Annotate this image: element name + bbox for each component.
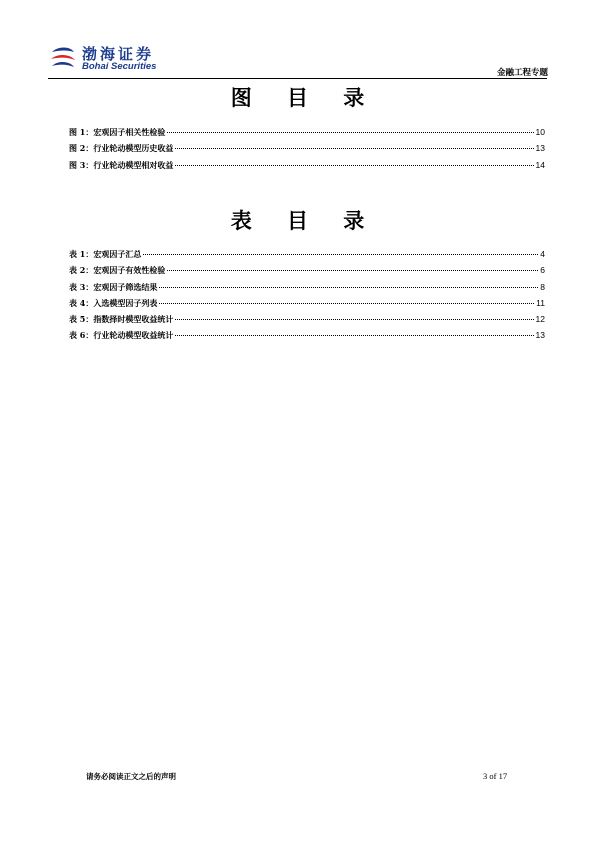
- dot-leader: [175, 319, 533, 320]
- toc-entry-label: 图 2：行业轮动模型历史收益: [69, 143, 174, 154]
- table-index-title: 表 目 录: [230, 208, 379, 233]
- company-logo: [48, 42, 178, 74]
- table-index-list: [69, 248, 545, 346]
- page-number: 3 of 17: [483, 771, 508, 781]
- toc-entry-page: 11: [536, 297, 545, 308]
- toc-entry-table-1[interactable]: [69, 248, 545, 264]
- dot-leader: [175, 335, 533, 336]
- toc-entry-label: 表 6：行业轮动模型收益统计: [69, 330, 174, 341]
- toc-entry-page: 6: [540, 265, 545, 276]
- dot-leader: [175, 148, 533, 149]
- dot-leader: [167, 270, 538, 271]
- logo-english-name: Bohai Securities: [82, 61, 157, 72]
- dot-leader: [167, 132, 533, 133]
- dot-leader: [175, 165, 533, 166]
- report-category: 金融工程专题: [496, 68, 548, 78]
- toc-entry-label: 表 2：宏观因子有效性检验: [69, 265, 166, 276]
- toc-entry-table-2[interactable]: [69, 264, 545, 280]
- header-divider: [48, 78, 547, 79]
- toc-entry-page: 13: [535, 143, 545, 154]
- page-header: [48, 42, 548, 82]
- toc-entry-label: 表 3：宏观因子筛选结果: [69, 281, 158, 292]
- logo-chinese-name: 渤海证券: [82, 45, 155, 63]
- dot-leader: [159, 303, 534, 304]
- toc-entry-page: 10: [535, 127, 545, 137]
- toc-entry-table-4[interactable]: [69, 297, 545, 313]
- dot-leader: [159, 287, 538, 288]
- toc-entry-label: 表 5：指数择时模型收益统计: [69, 314, 174, 325]
- toc-entry-table-6[interactable]: [69, 329, 545, 345]
- toc-entry-page: 12: [535, 314, 545, 325]
- toc-entry-figure-3[interactable]: [69, 159, 545, 175]
- toc-entry-page: 14: [535, 159, 545, 170]
- toc-entry-table-3[interactable]: [69, 281, 545, 297]
- figure-index-title: 图 目 录: [230, 85, 379, 110]
- toc-entry-label: 图 1：宏观因子相关性检验: [69, 127, 166, 137]
- toc-entry-figure-2[interactable]: [69, 142, 545, 158]
- footer-disclaimer: 请务必阅读正文之后的声明: [86, 772, 176, 781]
- toc-entry-page: 8: [540, 281, 545, 292]
- dot-leader: [143, 254, 538, 255]
- toc-entry-table-5[interactable]: [69, 313, 545, 329]
- toc-entry-label: 表 1：宏观因子汇总: [69, 249, 142, 259]
- toc-entry-label: 表 4：入选模型因子列表: [69, 297, 158, 308]
- toc-entry-figure-1[interactable]: [69, 126, 545, 142]
- toc-entry-page: 4: [540, 249, 545, 259]
- bohai-logo-icon: [48, 44, 78, 74]
- toc-entry-label: 图 3：行业轮动模型相对收益: [69, 159, 174, 170]
- toc-entry-page: 13: [535, 330, 545, 341]
- figure-index-list: [69, 126, 545, 175]
